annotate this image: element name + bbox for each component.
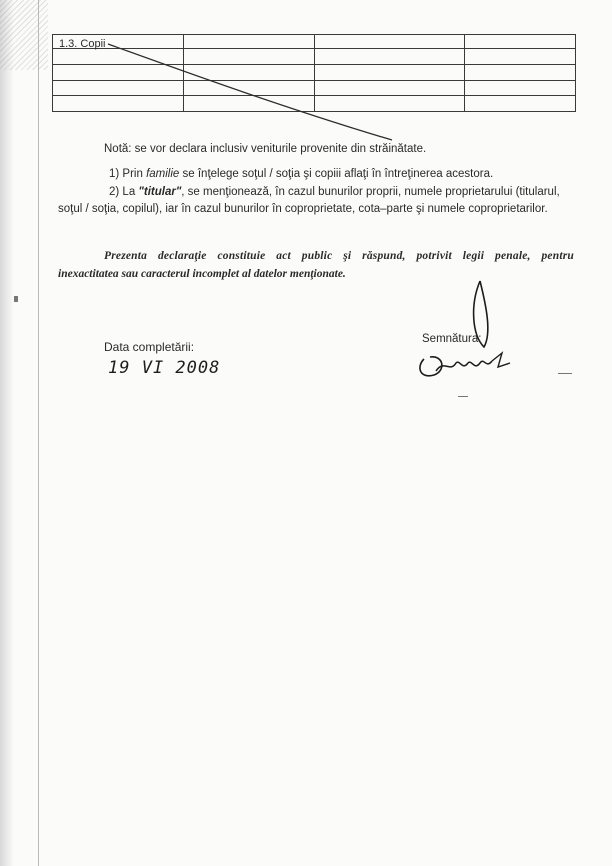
footnote-2-term: "titular" [138, 186, 182, 198]
date-label: Data completării: [104, 340, 195, 354]
scan-speck [14, 296, 18, 302]
footnote-2-prefix: 2) La [109, 186, 139, 198]
table-first-cell-label: 1.3. Copii [59, 38, 106, 50]
declaration-line-2: inexactitatea sau caracterul incomplet al datelor menţionate. [58, 268, 346, 280]
handwritten-date: 19 VI 2008 [108, 358, 221, 378]
footnote-1-term: familie [146, 168, 180, 180]
footnote-1-prefix: 1) Prin [109, 168, 147, 180]
footnote-2 [109, 186, 560, 198]
scan-speck [458, 396, 468, 397]
footnote-1-rest: se înţelege soţul / soţia şi copiii aflaţi în întreţinerea acestora. [179, 168, 494, 180]
declaration-line-1: Prezenta declaraţie constituie act public şi răspund, potrivit legii penale, pentru [104, 250, 574, 262]
scan-speck [558, 373, 572, 374]
handwritten-signature [410, 275, 520, 385]
footnote-2-continued: soţul / soţia, copilul), iar în cazul bunurilor în coproprietate, cota–parte şi numele coproprietarilor. [58, 203, 548, 215]
footnote-2-rest: , se menţionează, în cazul bunurilor proprii, numele proprietarului (titularul, [181, 186, 560, 198]
footnote-1 [109, 168, 493, 180]
signature-label: Semnătura: [422, 333, 482, 345]
note-text: Notă: se vor declara inclusiv veniturile provenite din străinătate. [104, 143, 427, 155]
